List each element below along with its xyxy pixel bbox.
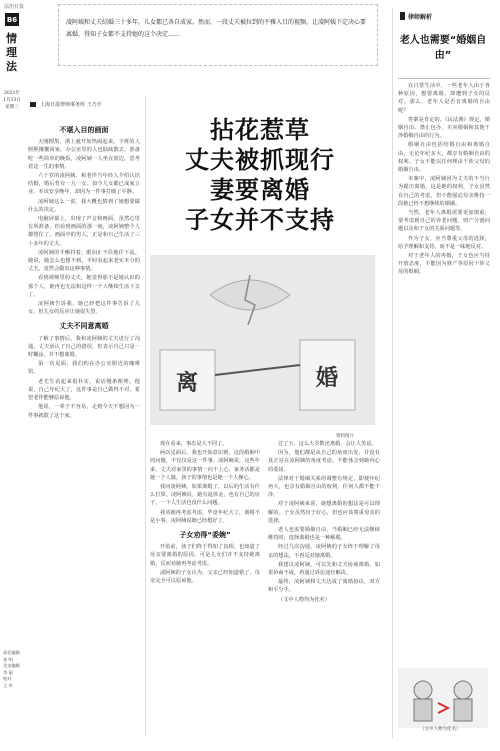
editor-credits <box>3 650 23 689</box>
cartoon-background <box>398 668 488 728</box>
illustration-credit: 资料图片 <box>336 434 354 439</box>
paragraph: 凌阿姨的手颤抖着，眼泪止不住地往下流。她说，她怎么也想不到，平时看起来老实本分的丈夫，竟然会做出这种事情。 <box>28 249 140 273</box>
legal-analysis-column <box>398 82 490 278</box>
paragraph: 最终，凌阿姨和丈夫达成了离婚协议，双方和平分手。 <box>268 579 380 594</box>
column-label: 律师解析 <box>408 14 433 21</box>
paragraph: 凌阿姨这么一说，我大概也猜到了她想要做什么的决定。 <box>28 198 140 213</box>
editor-line: 李 丽 <box>3 669 13 675</box>
date-block <box>3 90 21 111</box>
paragraph: 天刚擦黑，浙上就开始热闹起来。下班的人熙熙攘攘回家，办公室里的人也陆续散去，准备吃一些简单的晚饭，凌阿姨一人坐在窗边，思考着这一生的事情。 <box>28 139 140 170</box>
paragraph: 现在看来，事态是大不同了。 <box>160 441 228 447</box>
editor-line: 美术编辑 <box>3 663 20 668</box>
paragraph: 法律对于婚姻关系的调整有规定，即便年纪再大，也享有婚姻自由的权利，任何人都不能干涉。 <box>268 475 380 499</box>
paragraph: 当然，老年人离婚需要更加慎重，要考虑到自己的养老问题、财产分割问题以及和子女的关系问题等。 <box>398 210 490 233</box>
intro-text: 凌阿姨和丈夫结婚三十多年，儿女都已各自成家。然而，一段丈夫被拉到的不雅入目的视频，让凌阿姨下定决心要离婚，得知子女都不支持她的这个决定…… <box>66 19 367 38</box>
paragraph: 两次见面后，我也开始意识到，这段婚姻中的问题，不仅仅是这一件事。凌阿姨说，这些年来，丈夫对家里的事情一向不上心，家务活都是她一个人做，孩子的事情也是她一个人操心。 <box>150 450 260 481</box>
illustration-left-char: 离 <box>175 371 199 396</box>
paragraph: 对于凌阿姨来说，她想离婚的想法是可以理解的。子女虽然出于好心，但也应该尊重母亲的选择。 <box>268 501 380 524</box>
paragraph: 看到视频里的丈夫，她觉得那不是她认识的那个人，她再也无法和这样一个人继续生活下去了。 <box>28 275 140 298</box>
paragraph: 我问凌阿姨，如果离婚了，以后的生活有什么打算。凌阿姨说，她有退休金，也有自己的房子，一个人生活也没什么问题。 <box>150 484 260 507</box>
date-weekday: 星期三 <box>5 105 19 110</box>
article-column-1 <box>28 120 140 421</box>
paragraph: 凌阿姨告诉我，她已经把这件事告诉了儿女，但儿女的反应让她很失望。 <box>28 301 140 316</box>
paragraph: 经过几次沟通，凌阿姨的子女终于理解了母亲的想法，不再反对她离婚。 <box>268 544 380 559</box>
column-divider <box>145 96 146 736</box>
article-footnote: （文中人物为化名） <box>420 727 461 732</box>
article-column-3 <box>268 440 380 605</box>
paragraph: 六十岁的凌阿姨，和老伴当年经人介绍认识结婚，婚后育有一儿一女。如今儿女都已成家立业，本该安享晚年，却因为一件事打破了平静。 <box>28 173 140 196</box>
right-column-title: 老人也需要“婚姻自由” <box>399 35 487 61</box>
elderly-man-body <box>454 699 472 721</box>
paragraph: 第一次见面，我们约在办公室附近的咖啡馆。 <box>28 361 140 376</box>
masthead: 法治日报 <box>4 4 25 10</box>
editor-line: 责任编辑 <box>3 650 20 655</box>
column-divider <box>392 8 393 738</box>
editor-line: 张 明 <box>3 656 13 662</box>
elderly-woman-body <box>414 699 432 721</box>
paragraph: 凌阿姨的子女认为，父亲已经知道错了，母亲完全可以原谅他。 <box>150 569 260 585</box>
divider <box>398 78 490 79</box>
headline-line: 子女并不支持 <box>185 206 335 234</box>
headline-line: 妻要离婚 <box>210 176 310 204</box>
paragraph: 本案中，凌阿姨因为丈夫的不当行为提出离婚，这是她的权利，子女虽然有自己的考虑，但不能强迫母亲维持一段她已经不想继续的婚姻。 <box>398 176 490 207</box>
date-year: 2021年 <box>4 91 20 96</box>
section-heading: 子女劝得“委婉” <box>179 531 231 540</box>
section-heading: 丈夫不同意离婚 <box>59 322 109 331</box>
paragraph: 电脑屏幕上，出现了声音和画面，虽然心里有所准备，但看到画面的那一刻，凌阿姨整个人都愣住了。画面中的男人，正是和自己生活了三十多年的丈夫。 <box>28 216 140 247</box>
section-heading: 不堪入目的画面 <box>59 126 109 134</box>
paragraph: 过了五、这么大岁数还离婚，会让人笑话。 <box>278 441 377 447</box>
editor-line: 王 华 <box>3 682 13 688</box>
editor-line: 校对 <box>3 676 12 681</box>
illustration <box>150 255 375 425</box>
paragraph: 婚姻自由包括结婚自由和离婚自由。无论年纪多大，都享有婚姻自由的权利。子女不能以任何理由干涉父母的婚姻自由。 <box>398 142 490 174</box>
cartoon-illustration <box>398 668 488 728</box>
paragraph: 老先生看起来很朴实，说话慢条斯理。他说，自己年纪大了，这件事是自己做得不对，希望老伴能够原谅他。 <box>28 378 140 402</box>
headline <box>160 115 360 235</box>
paragraph: 在日常生活中，一些老年人由于各种原因，想要离婚，却遭到子女的反对。那么，老年人是否有离婚的自由呢？ <box>398 83 490 114</box>
paragraph: 我劝她再考虑考虑，毕竟年纪大了，离婚不是小事。凌阿姨说她已经想好了。 <box>150 509 260 524</box>
paragraph: 对于老年人的再婚，子女也应当持开放态度，不能因为财产等原因干涉父母的婚姻。 <box>398 253 490 276</box>
headline-line: 拈花惹草 <box>210 116 310 144</box>
section-name: 情理法 <box>6 32 17 73</box>
column-marker <box>400 12 405 20</box>
paragraph: 了解了事情后，我和凌阿姨的丈夫进行了沟通。丈夫承认了自己的错误，但表示自己只是一时糊涂，并不想离婚。 <box>28 335 140 359</box>
paragraph: 作为子女，应当尊重父母的选择，给予理解和支持，而不是一味地反对。 <box>398 235 490 250</box>
byline: 上海日报律师事务所 王乃升 <box>40 102 102 108</box>
paragraph: 因为，他们都是从自己的角度出发，并没有真正站在凌阿姨的角度考虑。不能体会到她内心的委屈。 <box>268 450 380 473</box>
article-column-2 <box>150 440 260 586</box>
paragraph: （文中人物均为化名） <box>278 596 330 603</box>
elderly-woman-figure <box>414 681 432 699</box>
page-number: B6 <box>5 13 19 26</box>
paragraph: 答案是肯定的。《民法典》规定，婚姻自由，禁止包办、买卖婚姻和其他干涉婚姻自由的行为。 <box>398 116 490 140</box>
elderly-man-figure <box>454 681 472 699</box>
paragraph: 我建议凌阿姨，可以先和丈夫协商离婚，如果协商不成，再通过诉讼途径解决。 <box>268 561 380 577</box>
date-month-day: 1月13日 <box>3 98 21 103</box>
paragraph: 老人也需要婚姻自由。当婚姻已经无法继续维持时，选择离婚也是一种解脱。 <box>268 527 380 542</box>
byline-marker <box>30 102 36 107</box>
illustration-right-char: 婚 <box>315 366 339 391</box>
paragraph: 他说，一辈子不容易，走到今天不想因为一件事就散了这个家。 <box>28 404 140 419</box>
headline-line: 丈夫被抓现行 <box>185 146 335 174</box>
paragraph: 开始前，孩子们终于得知了真相，也知道了母亲要离婚的原因。可是儿女们并不支持她离婚，反而劝她再考虑考虑。 <box>150 544 260 567</box>
